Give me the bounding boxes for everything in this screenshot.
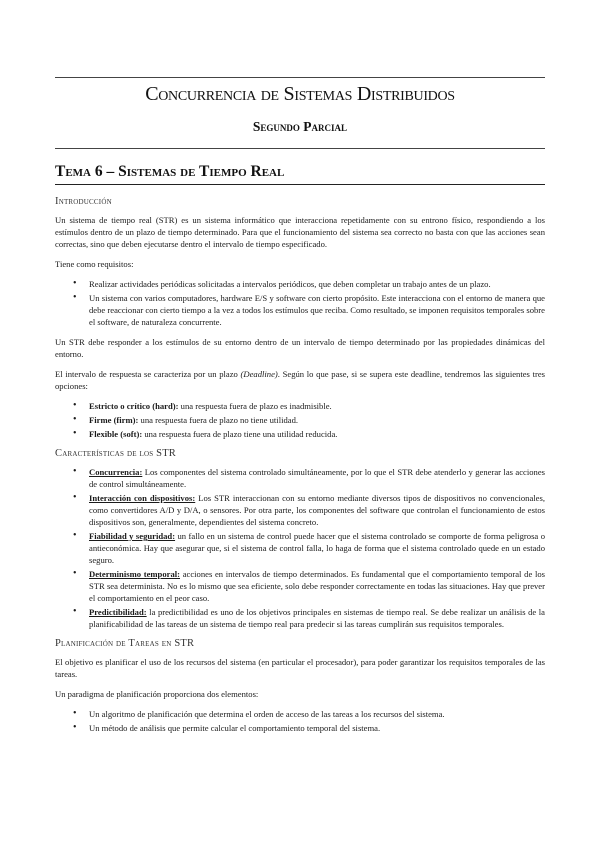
document-body — [55, 196, 545, 742]
intro-paragraph-4 — [55, 368, 545, 392]
list-item — [89, 428, 545, 440]
planning-paragraph-2: Un paradigma de planificación proporciona dos elementos: — [55, 689, 259, 699]
topic-heading: Tema 6 – Sistemas de Tiempo Real — [55, 163, 285, 180]
intro-paragraph-3: Un STR debe responder a los estímulos de su entorno dentro de un intervalo de tiempo determinado por las propiedades dinámicas del entorno. — [55, 337, 545, 359]
characteristic-term: Interacción con dispositivos: — [89, 493, 196, 503]
document-title: Concurrencia de Sistemas Distribuidos — [145, 83, 455, 105]
characteristic-text: un fallo en un sistema de control puede hacer que el sistema controlado se comporte de forma peligrosa o antieconómica. Hay que asegurar que, si el sistema de control falla, lo haga de forma que el sistema controlado quede en un estado seguro. — [89, 531, 545, 565]
list-item: • Un método de análisis que permite calcular el comportamiento temporal del sistema. — [89, 722, 545, 734]
document-subtitle: Segundo Parcial — [252, 119, 348, 134]
planning-list — [55, 708, 545, 734]
section-heading-intro: Introducción — [55, 196, 112, 207]
planning-paragraph-1: El objetivo es planificar el uso de los recursos del sistema (en particular el procesador), para poder garantizar los requisitos temporales de las tareas. — [55, 657, 545, 679]
option-term: Estricto o crítico (hard): — [89, 401, 179, 411]
list-item — [89, 492, 545, 528]
text-run: El intervalo de respuesta se caracteriza por un plazo — [55, 369, 241, 379]
header-rule — [55, 148, 545, 149]
characteristics-list — [55, 466, 545, 630]
option-text: una respuesta fuera de plazo no tiene utilidad. — [138, 415, 299, 425]
list-item: • Un sistema con varios computadores, hardware E/S y software con cierto propósito. Este interacciona con el entorno de manera que debe reaccionar con cierto tiempo a la vez a todos los estímulos que reciba. Como resultado, se imponen requisitos temporales sobre el software, de naturaleza concurrente. — [89, 292, 545, 328]
top-rule — [55, 77, 545, 78]
intro-paragraph-2: Tiene como requisitos: — [55, 259, 134, 269]
list-item: • Realizar actividades periódicas solicitadas a intervalos periódicos, que deben completar un trabajo antes de un plazo. — [89, 278, 545, 290]
list-item — [89, 400, 545, 412]
text-run: . Según lo que pase, si se supera este deadline, tendremos las siguientes tres opciones: — [55, 369, 545, 391]
characteristic-text: acciones en intervalos de tiempo determinados. Es fundamental que el comportamiento temporal de los STR sea determinista. No es lo mismo que sea eficiente, solo debe responder correctamente en todas las situaciones. Hay que prever el comportamiento en el peor caso. — [89, 569, 545, 603]
list-item — [89, 414, 545, 426]
list-item — [89, 466, 545, 490]
characteristic-term: Predictibilidad: — [89, 607, 147, 617]
option-term: Flexible (soft): — [89, 429, 143, 439]
intro-paragraph-1: Un sistema de tiempo real (STR) es un sistema informático que interacciona repetidamente con su entrono físico, respondiendo a los estímulos dentro de un plazo de tiempo determinado. Para que el funcionamiento del sistema sea correcto no basta con que las acciones sean correctas, sino que deben ejecutarse dentro el intervalo de tiempo especificado. — [55, 215, 545, 249]
deadline-options-list — [55, 400, 545, 440]
section-heading-planning: Planificación de Tareas en STR — [55, 638, 195, 649]
list-item: • Un algoritmo de planificación que determina el orden de acceso de las tareas a los recursos del sistema. — [89, 708, 545, 720]
section-heading-characteristics: Características de los STR — [55, 448, 177, 459]
characteristic-text: Los STR interaccionan con su entorno mediante diversos tipos de dispositivos no convencionales, como convertidores A/D y D/A, o sensores. Por otra parte, los componentes del software que controlan el funcionamiento de estos dispositivos son, generalmente, dependientes del sistema concreto. — [89, 493, 545, 527]
characteristic-term: Determinismo temporal: — [89, 569, 180, 579]
option-text: una respuesta fuera de plazo tiene una utilidad reducida. — [142, 429, 338, 439]
characteristic-text: la predictibilidad es uno de los objetivos principales en sistemas de tiempo real. Se debe realizar un análisis de la planificabilidad de las tareas de un sistema de tiempo real para predecir si las tareas cumplirán sus requisitos temporales. — [89, 607, 545, 629]
requirements-list — [55, 278, 545, 328]
characteristic-text: Los componentes del sistema controlado simultáneamente, por lo que el STR debe atenderlo y generar las acciones de control simultáneamente. — [89, 467, 545, 489]
characteristic-term: Concurrencia: — [89, 467, 143, 477]
deadline-term: (Deadline) — [240, 369, 278, 379]
list-item — [89, 568, 545, 604]
list-item — [89, 606, 545, 630]
option-text: una respuesta fuera de plazo es inadmisible. — [178, 401, 332, 411]
option-term: Firme (firm): — [89, 415, 139, 425]
list-item — [89, 530, 545, 566]
characteristic-term: Fiabilidad y seguridad: — [89, 531, 176, 541]
topic-rule — [55, 184, 545, 185]
